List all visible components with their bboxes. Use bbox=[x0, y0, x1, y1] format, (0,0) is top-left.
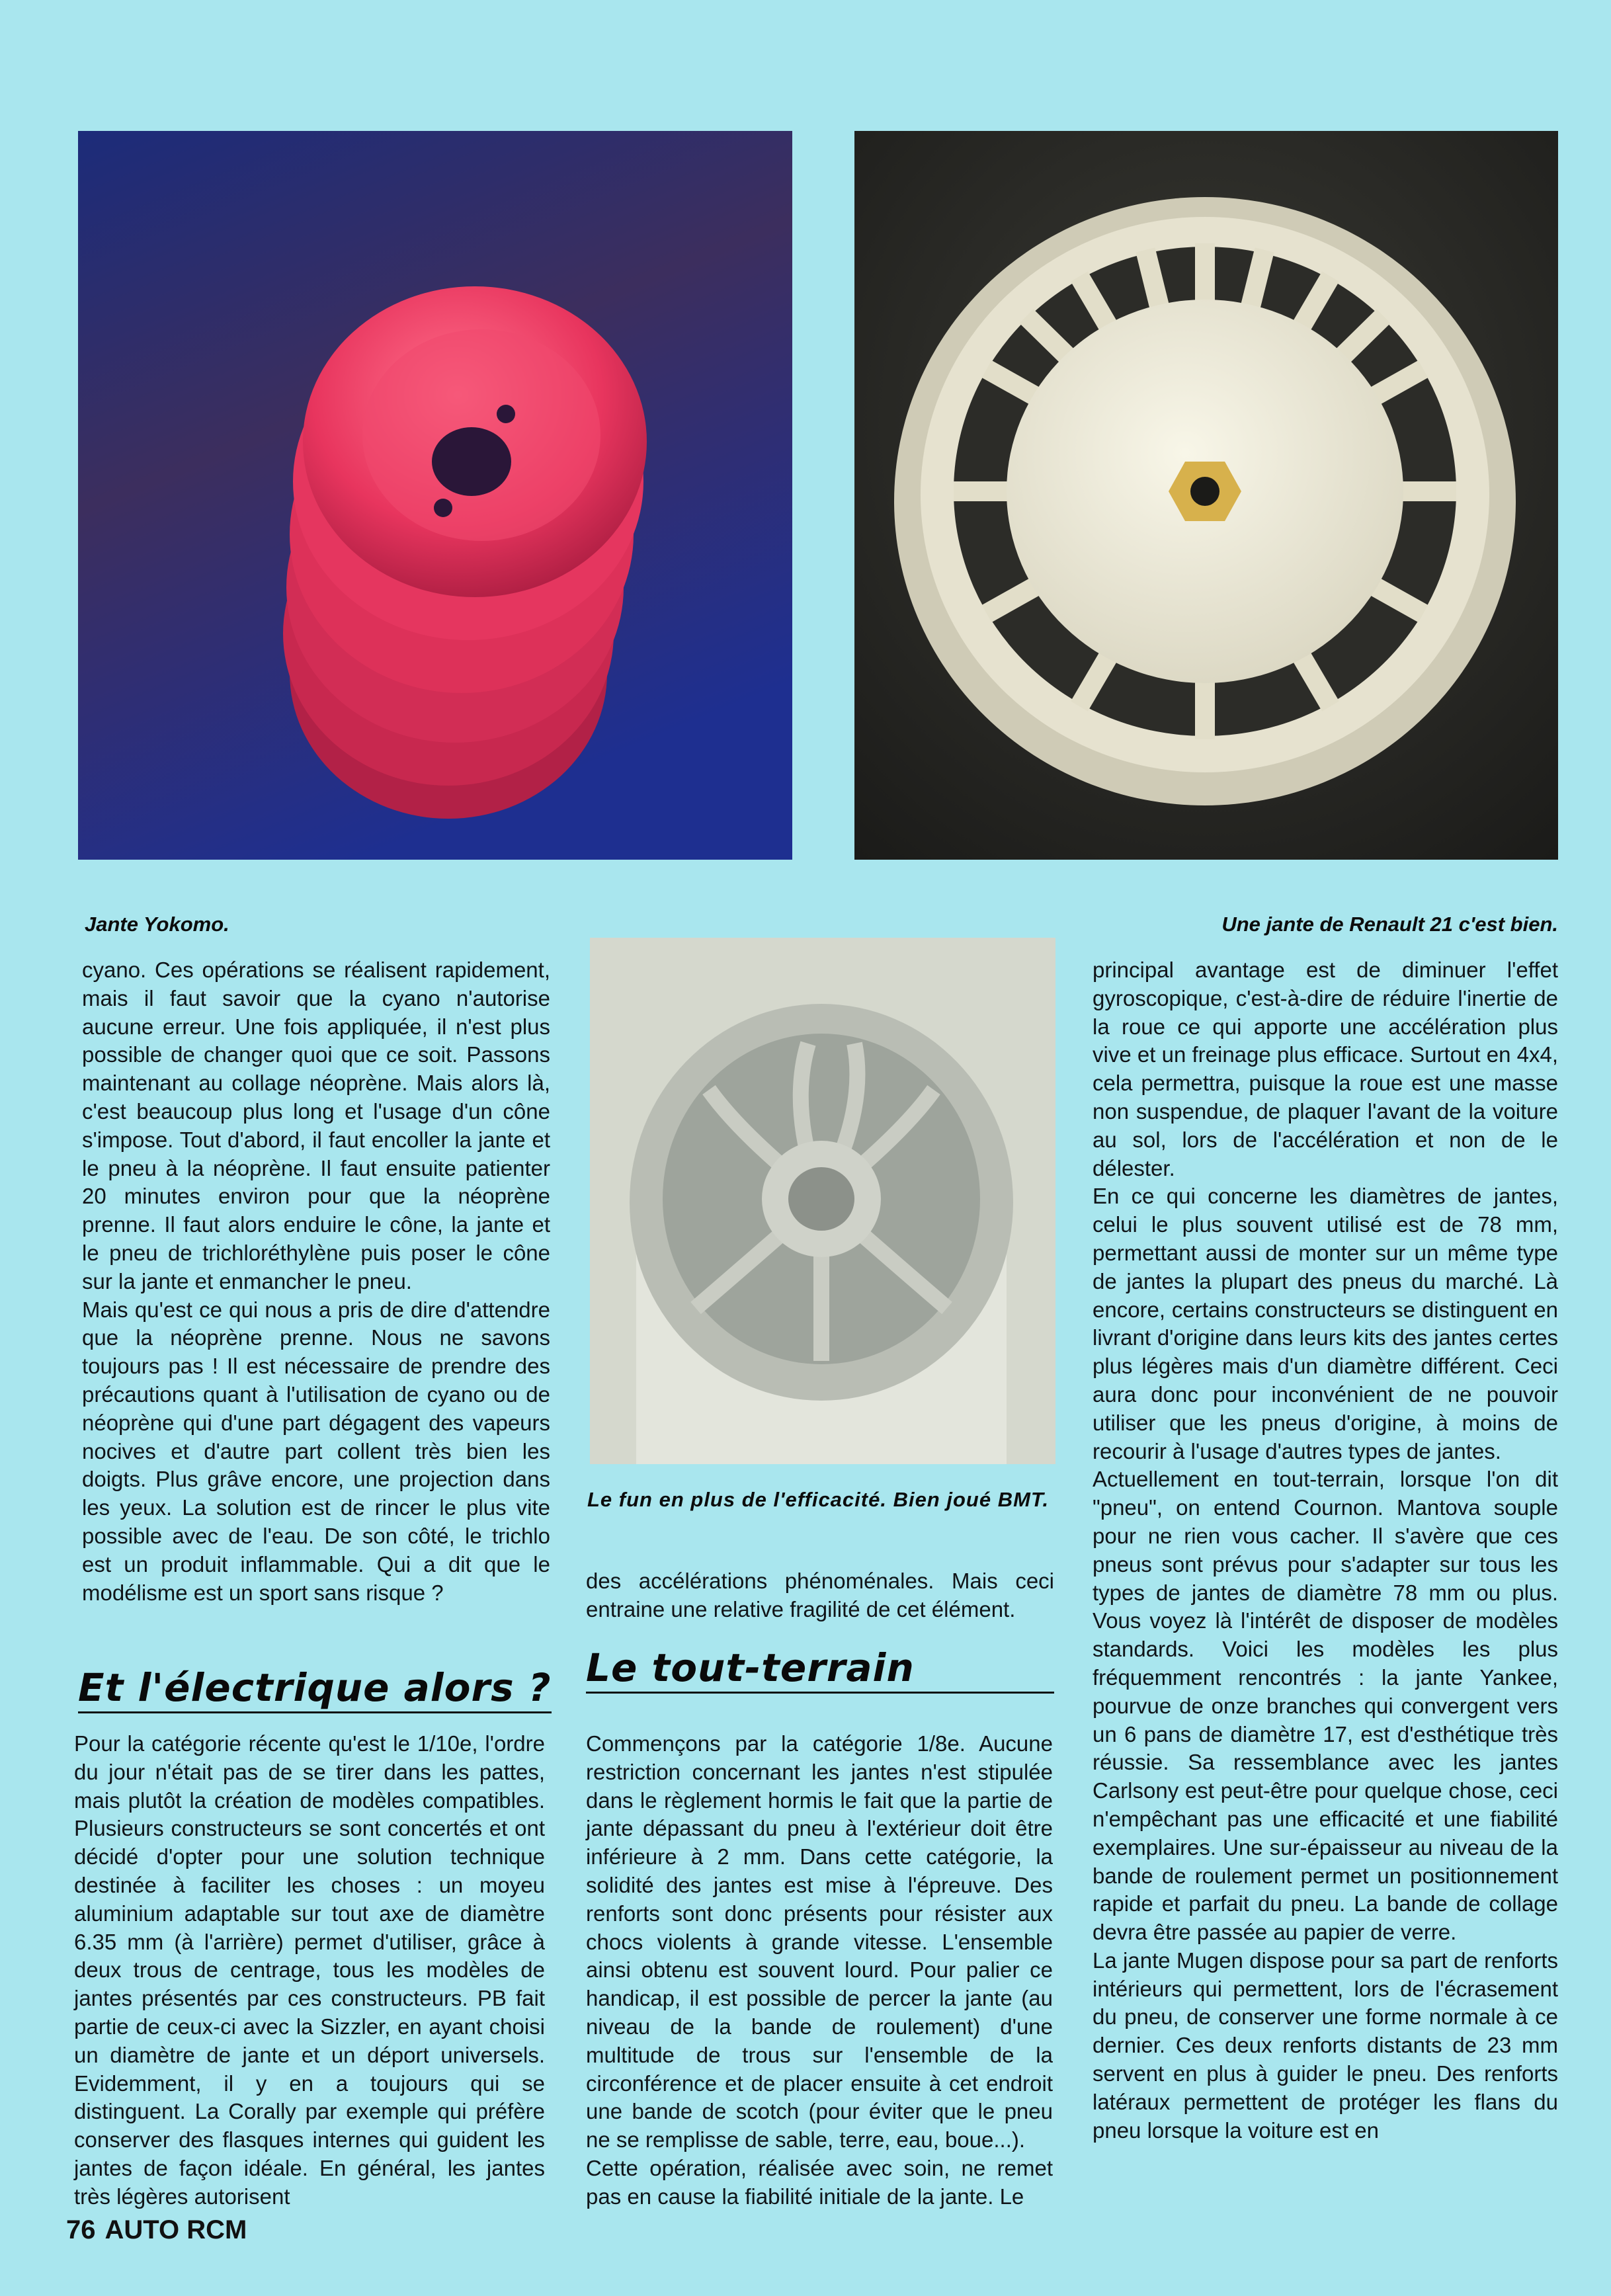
photo-yokomo-wheels bbox=[78, 131, 792, 860]
column-1-top bbox=[82, 956, 550, 1607]
column-2-top bbox=[586, 1567, 1054, 1624]
paragraph: cyano. Ces opérations se réalisent rapidement, mais il faut savoir que la cyano n'autorise aucune erreur. Une fois appliquée, il n'est plus possible de changer quoi que ce soit. Passons maintenant au collage néoprène. Mais alors là, c'est beaucoup plus long et l'usage d'un cône s'impose. Tout d'abord, il faut encoller la jante et le pneu à la néoprène. Il faut ensuite patienter 20 minutes environ pour que la néoprène prenne. Il faut alors enduire le cône, la jante et le pneu de trichloréthylène puis poser le cône sur la jante et enmancher le pneu. bbox=[82, 958, 550, 1293]
paragraph: Commençons par la catégorie 1/8e. Aucune restriction concernant les jantes n'est stipulée dans le règlement hormis le fait que la partie de jante dépassant du pneu à l'extérieur doit être inférieure à 2 mm. Dans cette catégorie, la solidité des jantes est mise à l'épreuve. Des renforts sont donc présents pour résister aux chocs violents à grande vitesse. L'ensemble ainsi obtenu est souvent lourd. Pour palier ce handicap, il est possible de percer la jante (au niveau de la bande de roulement) d'une multitude de trous sur l'ensemble de la circonférence et de placer ensuite à cet endroit une bande de scotch (pour éviter que le pneu ne se remplisse de sable, terre, eau, boue...). bbox=[586, 1731, 1053, 2152]
paragraph: Actuellement en tout-terrain, lorsque l'on dit "pneu", on entend Cournon. Mantova souple pour ne rien vous cacher. Il s'avère que ces pneus sont prévus pour s'adapter sur tous les types de jantes de diamètre 78 mm ou plus. Vous voyez là l'intérêt de disposer de modèles standards. Voici les modèles les plus fréquemment rencontrés : la jante Yankee, pourvue de onze branches qui convergent vers un 6 pans de diamètre 17, est d'esthétique très réussie. Sa ressemblance avec les jantes Carlsony est peut-être pour quelque chose, ceci n'empêchant pas une efficacité et une fiabilité exemplaires. Une sur-épaisseur au niveau de la bande de roulement permet un positionnement rapide et parfait du pneu. La bande de collage devra être passée au papier de verre. bbox=[1093, 1467, 1558, 1945]
column-2-bottom bbox=[586, 1730, 1053, 2211]
paragraph: La jante Mugen dispose pour sa part de renforts intérieurs qui permettent, lors de l'écrasement du pneu, de conserver une forme normale à ce dernier. Ces deux renforts distants de 23 mm servent en plus à guider le pneu. Des renforts latéraux permettent de protéger les flans du pneu lorsque la voiture est en bbox=[1093, 1948, 1558, 2143]
photo-renault-21-wheel bbox=[854, 131, 1558, 860]
heading-tout-terrain: Le tout-terrain bbox=[586, 1647, 1054, 1694]
paragraph: des accélérations phénoménales. Mais ceci entraine une relative fragilité de cet élément. bbox=[586, 1569, 1054, 1621]
page-footer bbox=[66, 2215, 247, 2245]
caption-renault-21: Une jante de Renault 21 c'est bien. bbox=[1221, 913, 1558, 936]
magazine-name: AUTO RCM bbox=[104, 2215, 247, 2244]
photo-bmt-wheel bbox=[590, 938, 1055, 1464]
paragraph: Mais qu'est ce qui nous a pris de dire d'attendre que la néoprène prenne. Nous ne savons toujours pas ! Il est nécessaire de prendre des précautions quant à l'utilisation de cyano ou de néoprène qui d'une part dégagent des vapeurs nocives et d'autre part collent très bien les doigts. Plus grâve encore, une projection dans les yeux. La solution est de rincer le plus vite possible avec de l'eau. De son côté, le trichlo est un produit inflammable. Qui a dit que le modélisme est un sport sans risque ? bbox=[82, 1297, 550, 1605]
heading-electrique: Et l'électrique alors ? bbox=[78, 1666, 552, 1713]
column-1-bottom bbox=[74, 1730, 545, 2211]
paragraph: Pour la catégorie récente qu'est le 1/10e, l'ordre du jour n'était pas de se tirer dans les pattes, mais plutôt la création de modèles compatibles. Plusieurs constructeurs se sont concertés et ont décidé d'opter pour une solution technique destinée à faciliter les choses : un moyeu aluminium adaptable sur tout axe de diamètre 6.35 mm (à l'arrière) permet d'utiliser, grâce à deux trous de centrage, tous les modèles de jantes présentés par ces constructeurs. PB fait partie de ceux-ci avec la Sizzler, en ayant choisi un diamètre de jante et un déport universels. Evidemment, il y en a toujours qui se distinguent. La Corally par exemple qui préfère conserver des flasques internes qui guident les jantes de façon idéale. En général, les jantes très légères autorisent bbox=[74, 1731, 545, 2209]
caption-bmt: Le fun en plus de l'efficacité. Bien joué BMT. bbox=[587, 1488, 1050, 1511]
caption-yokomo: Jante Yokomo. bbox=[85, 913, 229, 936]
paragraph: principal avantage est de diminuer l'effet gyroscopique, c'est-à-dire de réduire l'inertie de la roue ce qui apporte une accélération plus vive et un freinage plus efficace. Surtout en 4x4, cela permettra, puisque la roue est une masse non suspendue, de plaquer l'avant de la voiture au sol, lors de l'accélération et non de le délester. bbox=[1093, 958, 1558, 1180]
page-number: 76 bbox=[66, 2215, 96, 2244]
paragraph: En ce qui concerne les diamètres de jantes, celui le plus souvent utilisé est de 78 mm, permettant aussi de monter sur un même type de jantes la plupart des pneus du marché. Là encore, certains constructeurs se distinguent en livrant d'origine dans leurs kits des jantes certes plus légères mais d'un diamètre différent. Ceci aura donc pour inconvénient de ne pouvoir utiliser que les pneus d'origine, à moins de recourir à l'usage d'autres types de jantes. bbox=[1093, 1184, 1558, 1463]
paragraph: Cette opération, réalisée avec soin, ne remet pas en cause la fiabilité initiale de la jante. Le bbox=[586, 2155, 1053, 2209]
column-3 bbox=[1093, 956, 1558, 2145]
